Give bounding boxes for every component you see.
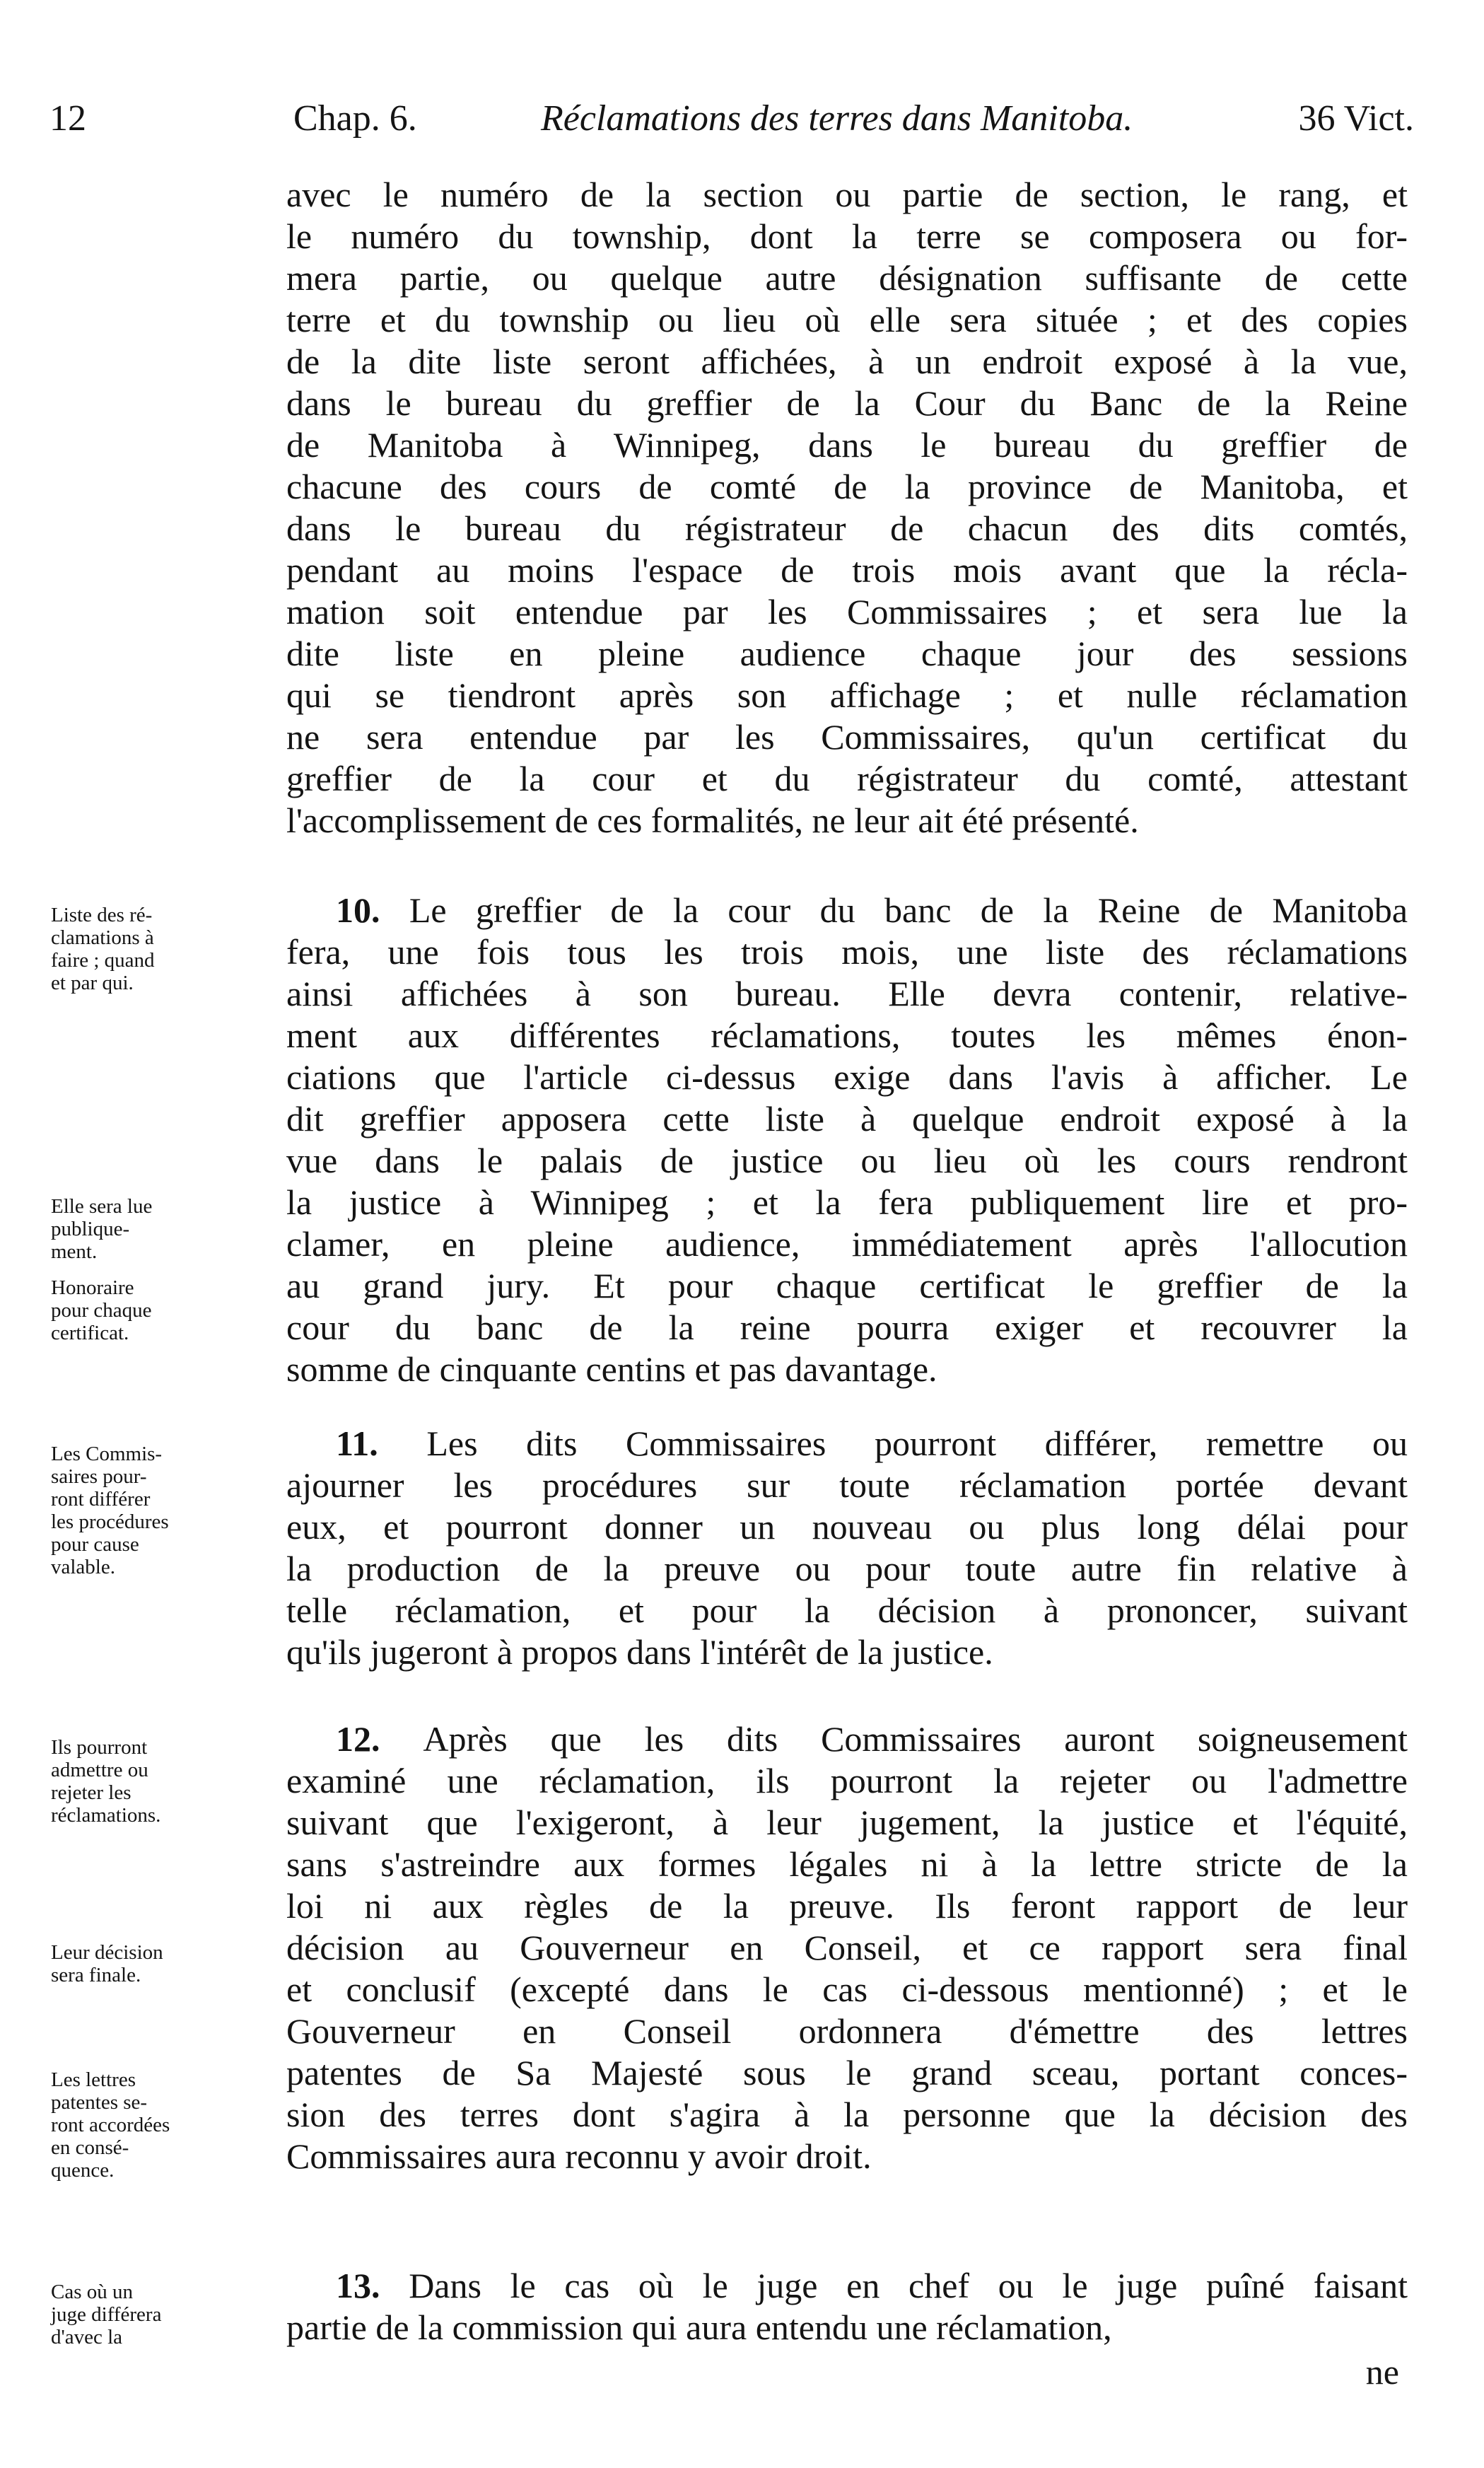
text-line [286, 1718, 1408, 1760]
text-line: ajourner les procédures sur toute réclamation portée devant [286, 1465, 1408, 1505]
margin-note-line: quence. [51, 2159, 115, 2182]
margin-note-cas-juge [51, 2281, 281, 2348]
text-line: clamer, en pleine audience, immédiatement après l'allocution [286, 1224, 1408, 1264]
text-line: patentes de Sa Majesté sous le grand sceau, portant conces- [286, 2053, 1408, 2092]
margin-note-line: ront différer [51, 1488, 151, 1511]
text-line: ainsi affichées à son bureau. Elle devra contenir, relative- [286, 974, 1408, 1013]
text-line: cour du banc de la reine pourra exiger et recouvrer la [286, 1308, 1408, 1347]
text-line: et conclusif (excepté dans le cas ci-dessous mentionné) ; et le [286, 1969, 1408, 2009]
margin-note-line: saires pour- [51, 1465, 147, 1488]
line-text: Les dits Commissaires pourront différer, remettre ou [426, 1424, 1408, 1463]
margin-note-line: Elle sera lue [51, 1195, 153, 1218]
margin-note-line: sera finale. [51, 1964, 141, 1986]
margin-note-line: pour chaque [51, 1299, 152, 1322]
text-line: vue dans le palais de justice ou lieu où les cours rendront [286, 1141, 1408, 1180]
text-line: sans s'astreindre aux formes légales ni à la lettre stricte de la [286, 1844, 1408, 1884]
regnal-year: 36 Vict. [1298, 98, 1414, 139]
text-line: la production de la preuve ou pour toute autre fin relative à [286, 1549, 1408, 1588]
section-number: 13. [336, 2266, 409, 2305]
text-line: terre et du township ou lieu où elle sera située ; et des copies [286, 300, 1408, 339]
margin-note-line: et par qui. [51, 972, 134, 994]
text-line [286, 2265, 1408, 2307]
margin-note-line: pour cause [51, 1533, 139, 1556]
paragraph-continuation [286, 174, 1408, 842]
text-line: ne sera entendue par les Commissaires, qu'un certificat du [286, 717, 1408, 757]
margin-note-line: en consé- [51, 2136, 129, 2159]
margin-note-lue-publiquement [51, 1195, 281, 1263]
margin-note-line: ment. [51, 1240, 98, 1263]
text-line: ment aux différentes réclamations, toutes les mêmes énon- [286, 1015, 1408, 1055]
text-line: chacune des cours de comté de la province de Manitoba, et [286, 467, 1408, 506]
margin-note-line: publique- [51, 1218, 130, 1240]
text-line: examiné une réclamation, ils pourront la rejeter ou l'admettre [286, 1761, 1408, 1800]
text-line: pendant au moins l'espace de trois mois avant que la récla- [286, 550, 1408, 590]
text-line: somme de cinquante centins et pas davantage. [286, 1349, 937, 1389]
margin-note-line: Cas où un [51, 2281, 133, 2303]
text-line: dite liste en pleine audience chaque jour des sessions [286, 634, 1408, 673]
margin-note-admettre-rejeter [51, 1736, 281, 1827]
line-text: Le greffier de la cour du banc de la Reine de Manitoba [409, 890, 1408, 930]
text-line: décision au Gouverneur en Conseil, et ce rapport sera final [286, 1928, 1408, 1967]
text-line: partie de la commission qui aura entendu une réclamation, [286, 2307, 1112, 2347]
text-line: dans le bureau du greffier de la Cour du Banc de la Reine [286, 383, 1408, 423]
text-line: eux, et pourront donner un nouveau ou plus long délai pour [286, 1507, 1408, 1547]
margin-note-line: Liste des ré- [51, 904, 153, 926]
margin-note-line: Honoraire [51, 1276, 134, 1299]
margin-note-line: les procédures [51, 1511, 169, 1533]
text-line: loi ni aux règles de la preuve. Ils feront rapport de leur [286, 1886, 1408, 1926]
text-line: mera partie, ou quelque autre désignation suffisante de cette [286, 258, 1408, 298]
margin-note-honoraire [51, 1276, 281, 1344]
text-line: Commissaires aura reconnu y avoir droit. [286, 2136, 872, 2176]
margin-note-line: Les Commis- [51, 1443, 163, 1465]
margin-note-line: rejeter les [51, 1781, 132, 1804]
margin-note-line: faire ; quand [51, 949, 155, 972]
margin-note-line: Leur décision [51, 1941, 163, 1964]
section-13 [286, 2265, 1408, 2348]
text-line: avec le numéro de la section ou partie de section, le rang, et [286, 175, 1408, 214]
text-line: ciations que l'article ci-dessus exige dans l'avis à afficher. Le [286, 1057, 1408, 1097]
text-line: fera, une fois tous les trois mois, une liste des réclamations [286, 932, 1408, 972]
page-number: 12 [49, 98, 86, 139]
section-number: 11. [336, 1424, 427, 1463]
margin-note-line: certificat. [51, 1322, 129, 1344]
chapter-label: Chap. 6. [293, 98, 417, 139]
running-title: Réclamations des terres dans Manitoba. [541, 98, 1133, 139]
text-line: le numéro du township, dont la terre se composera ou for- [286, 216, 1408, 256]
catchword: ne [1365, 2352, 1399, 2392]
text-line: de la dite liste seront affichées, à un endroit exposé à la vue, [286, 342, 1408, 381]
margin-note-differer-procedures [51, 1443, 281, 1578]
text-line: l'accomplissement de ces formalités, ne leur ait été présenté. [286, 801, 1139, 840]
margin-note-line: Ils pourront [51, 1736, 148, 1759]
text-line: suivant que l'exigeront, à leur jugement, la justice et l'équité, [286, 1803, 1408, 1842]
margin-note-line: juge différera [51, 2303, 162, 2326]
text-line: la justice à Winnipeg ; et la fera publiquement lire et pro- [286, 1182, 1408, 1222]
text-line: qui se tiendront après son affichage ; et nulle réclamation [286, 675, 1408, 715]
text-line: telle réclamation, et pour la décision à prononcer, suivant [286, 1590, 1408, 1630]
margin-note-line: clamations à [51, 926, 154, 949]
section-12 [286, 1718, 1408, 2177]
section-number: 12. [336, 1719, 423, 1759]
margin-note-line: d'avec la [51, 2326, 123, 2348]
margin-note-line: réclamations. [51, 1804, 161, 1827]
margin-note-line: admettre ou [51, 1759, 148, 1781]
text-line: qu'ils jugeront à propos dans l'intérêt de la justice. [286, 1632, 993, 1672]
text-line: greffier de la cour et du régistrateur du comté, attestant [286, 759, 1408, 798]
text-line: de Manitoba à Winnipeg, dans le bureau du greffier de [286, 425, 1408, 465]
margin-note-decision-finale [51, 1941, 281, 1986]
page-header [49, 91, 1414, 147]
line-text: Dans le cas où le juge en chef ou le juge puîné faisant [409, 2266, 1408, 2305]
text-line: mation soit entendue par les Commissaires ; et sera lue la [286, 592, 1408, 631]
text-line: dans le bureau du régistrateur de chacun des dits comtés, [286, 508, 1408, 548]
text-line [286, 1423, 1408, 1465]
margin-note-line: valable. [51, 1556, 115, 1578]
section-number: 10. [336, 890, 409, 930]
margin-note-line: ront accordées [51, 2114, 170, 2136]
margin-note-liste-reclamations [51, 904, 281, 994]
text-line: au grand jury. Et pour chaque certificat le greffier de la [286, 1266, 1408, 1305]
section-10 [286, 890, 1408, 1390]
text-line [286, 890, 1408, 931]
margin-note-line: patentes se- [51, 2091, 148, 2114]
margin-note-line: Les lettres [51, 2068, 136, 2091]
section-11 [286, 1423, 1408, 1673]
line-text: Après que les dits Commissaires auront soigneusement [423, 1719, 1408, 1759]
text-line: Gouverneur en Conseil ordonnera d'émettre des lettres [286, 2011, 1408, 2051]
text-line: sion des terres dont s'agira à la personne que la décision des [286, 2095, 1408, 2134]
text-line: dit greffier apposera cette liste à quelque endroit exposé à la [286, 1099, 1408, 1139]
margin-note-lettres-patentes [51, 2068, 281, 2182]
